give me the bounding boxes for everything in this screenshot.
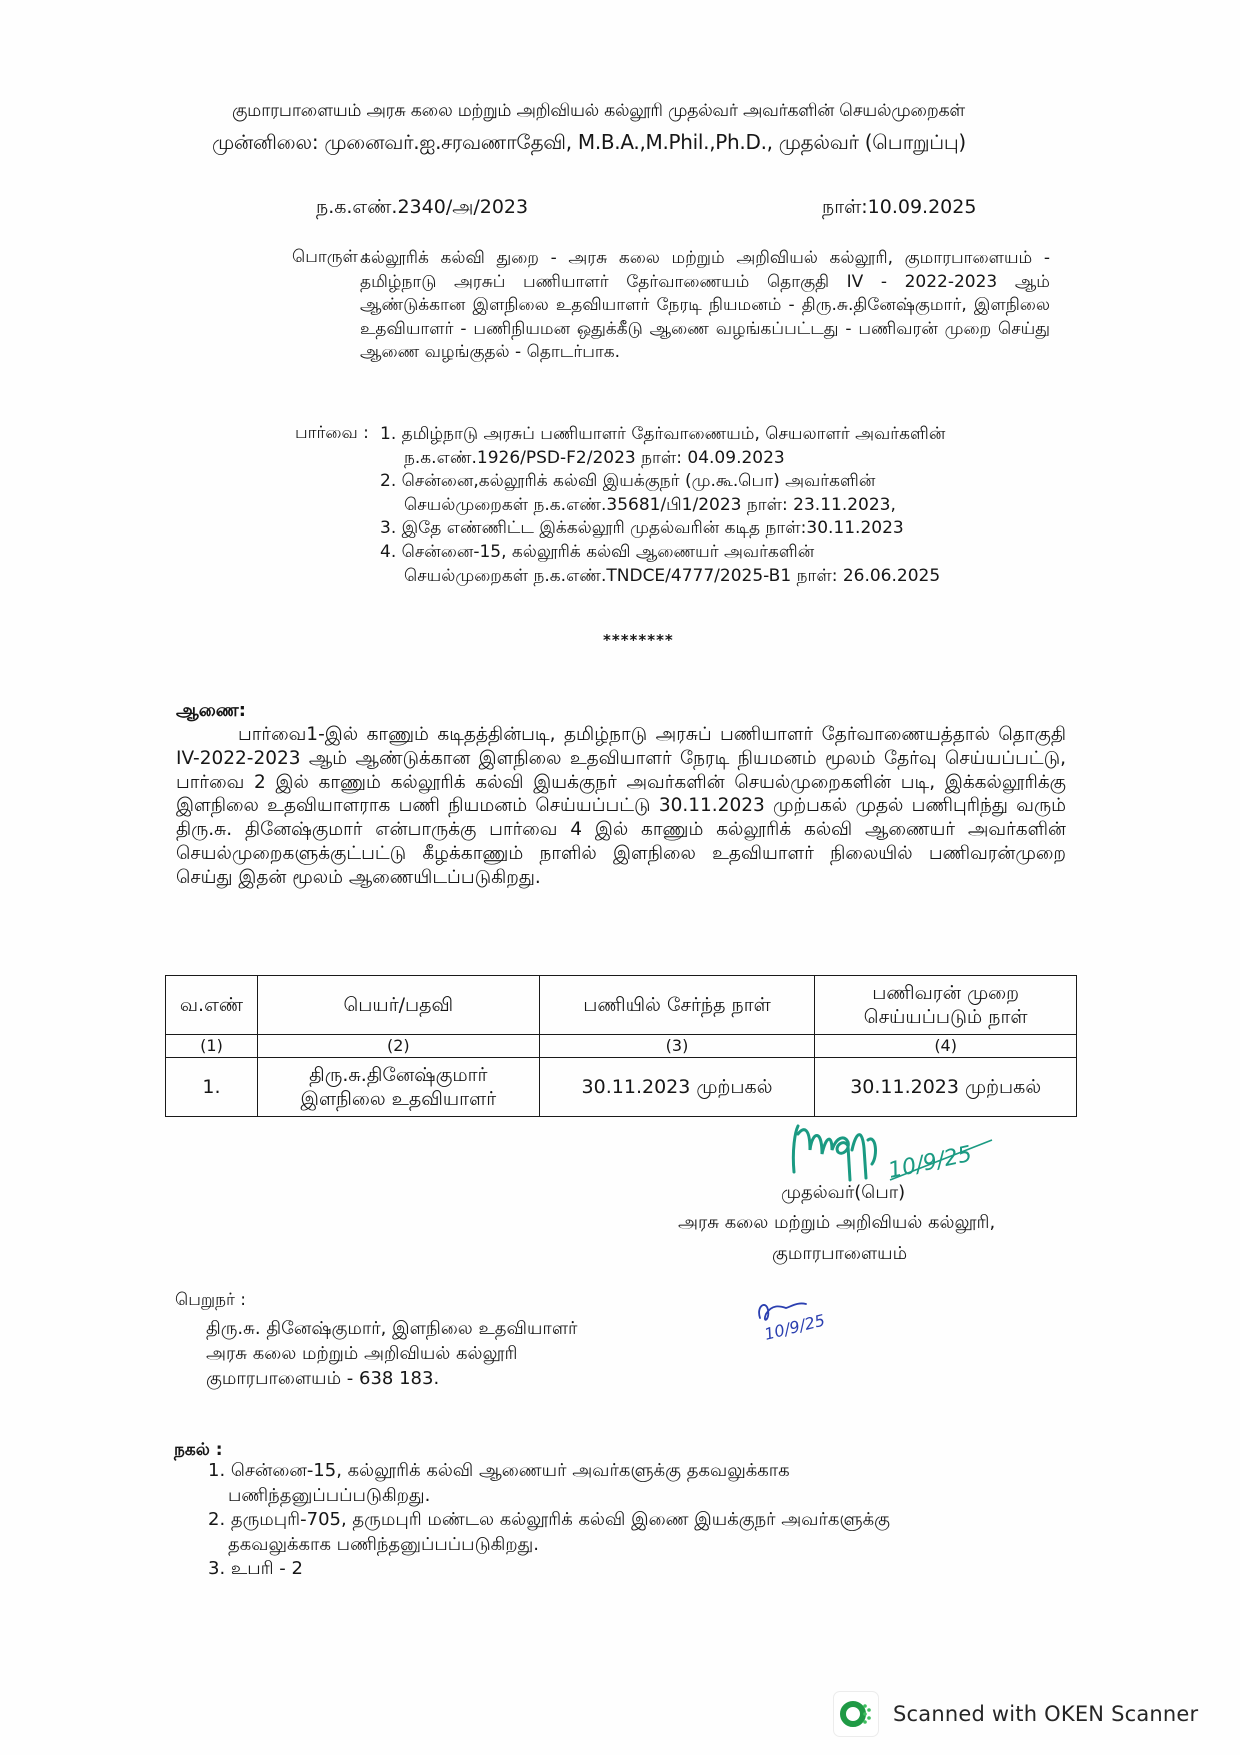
- employee-designation: இளநிலை உதவியாளர்: [300, 1088, 497, 1110]
- signatory-title: முதல்வர்(பொ): [781, 1182, 906, 1203]
- order-body: பார்வை1-இல் காணும் கடிதத்தின்படி, தமிழ்நாடு அரசுப் பணியாளர் தேர்வாணையத்தால் தொகுதி IV-2022-2023 ஆம் ஆண்டுக்கான இளநிலை உதவியாளர் நேரடி நியமனம் மூலம் தேர்வு செய்யப்பட்டு, பார்வை 2 இல் காணும் கல்லூரிக் கல்வி இயக்குநர் அவர்களின் செயல்முறைகளின் படி, இக்கல்லூரிக்கு இளநிலை உதவியாளராக பணி நியமனம் செய்யப்பட்டு 30.11.2023 முற்பகல் முதல் பணிபுரிந்து வரும் திரு.சு. தினேஷ்குமார் என்பாருக்கு பார்வை 4 இல் காணும் கல்லூரிக் கல்வி ஆணையர் அவர்களின் செயல்முறைகளுக்குட்பட்டு கீழக்காணும் நாளில் இளநிலை உதவியாளர் நிலையில் பணிவரன்முறை செய்து இதன் மூலம் ஆணையிடப்படுகிறது.: [176, 724, 1066, 888]
- reference-item-4: [380, 541, 1070, 588]
- table-column-number-row: [166, 1035, 1077, 1058]
- cell-serial-no: 1.: [166, 1058, 258, 1117]
- signatory-place: குமாரபாளையம்: [772, 1243, 908, 1264]
- recipient-line: திரு.சு. தினேஷ்குமார், இளநிலை உதவியாளர்: [206, 1318, 578, 1339]
- copy-to-list: [208, 1459, 1048, 1582]
- references-list: [380, 423, 1070, 588]
- subject-label: பொருள் :: [292, 247, 369, 267]
- reference-number: ந.க.எண்.2340/அ/2023: [316, 196, 529, 218]
- copy-to-item-2: [208, 1508, 1048, 1557]
- scanner-watermark: [833, 1691, 1198, 1737]
- column-number: (2): [257, 1035, 539, 1058]
- cell-name-designation: [257, 1058, 539, 1117]
- cell-regularisation-date: 30.11.2023 முற்பகல்: [815, 1058, 1077, 1117]
- table-row: [166, 1058, 1077, 1117]
- presided-by-line: முன்னிலை: முனைவர்.ஐ.சரவணாதேவி, M.B.A.,M.Phil.,Ph.D., முதல்வர் (பொறுப்பு): [212, 130, 966, 154]
- copy-to-line: பணிந்தனுப்பப்படுகிறது.: [228, 1484, 431, 1506]
- acknowledgement-date: 10/9/25: [762, 1310, 827, 1344]
- column-number: (3): [539, 1035, 815, 1058]
- recipient-address: [206, 1316, 806, 1391]
- copy-to-line: தகவலுக்காக பணிந்தனுப்பப்படுகிறது.: [228, 1533, 539, 1555]
- acknowledgement-initials-icon: [752, 1290, 852, 1345]
- reference-item-3: [380, 517, 1070, 541]
- header-joining-date: பணியில் சேர்ந்த நாள்: [539, 976, 815, 1035]
- reference-item-line: ந.க.எண்.1926/PSD-F2/2023 நாள்: 04.09.2023: [404, 447, 785, 468]
- recipient-line: அரசு கலை மற்றும் அறிவியல் கல்லூரி: [206, 1343, 518, 1364]
- reference-item-2: [380, 470, 1070, 517]
- copy-to-line: 3. உபரி - 2: [208, 1558, 303, 1579]
- reference-item-line: 2. சென்னை,கல்லூரிக் கல்வி இயக்குநர் (மு.கூ.பொ) அவர்களின்: [380, 471, 876, 492]
- signatory-institution: அரசு கலை மற்றும் அறிவியல் கல்லூரி,: [678, 1212, 996, 1233]
- copy-to-line: 1. சென்னை-15, கல்லூரிக் கல்வி ஆணையர் அவர்களுக்கு தகவலுக்காக: [208, 1460, 790, 1481]
- reference-item-line: 4. சென்னை-15, கல்லூரிக் கல்வி ஆணையர் அவர்களின்: [380, 541, 815, 562]
- table-header-row: [166, 976, 1077, 1035]
- recipient-label: பெறுநர் :: [175, 1290, 247, 1310]
- copy-to-line: 2. தருமபுரி-705, தருமபுரி மண்டல கல்லூரிக் கல்வி இணை இயக்குநர் அவர்களுக்கு: [208, 1509, 891, 1530]
- copy-to-item-3: [208, 1557, 1048, 1582]
- column-number: (1): [166, 1035, 258, 1058]
- references-label: பார்வை :: [295, 423, 369, 443]
- cell-joining-date: 30.11.2023 முற்பகல்: [539, 1058, 815, 1117]
- oken-scanner-logo-icon: [833, 1691, 879, 1737]
- section-separator: ********: [603, 631, 674, 649]
- copy-to-item-1: [208, 1459, 1048, 1508]
- header-regularisation-date: பணிவரன் முறை செய்யப்படும் நாள்: [815, 976, 1077, 1035]
- header-serial-no: வ.எண்: [166, 976, 258, 1035]
- watermark-text: Scanned with OKEN Scanner: [893, 1702, 1199, 1726]
- header-name-designation: பெயர்/பதவி: [257, 976, 539, 1035]
- reference-item-line: 1. தமிழ்நாடு அரசுப் பணியாளர் தேர்வாணையம், செயலாளர் அவர்களின்: [380, 424, 946, 444]
- office-proceedings-heading: குமாரபாளையம் அரசு கலை மற்றும் அறிவியல் கல்லூரி முதல்வர் அவர்களின் செயல்முறைகள்: [232, 101, 965, 121]
- copy-to-label: நகல் :: [174, 1440, 223, 1460]
- subject-text: கல்லூரிக் கல்வி துறை - அரசு கலை மற்றும் அறிவியல் கல்லூரி, குமாரபாளையம் - தமிழ்நாடு அரசுப் பணியாளர் தேர்வாணையம் தொகுதி IV - 2022-2023 ஆம் ஆண்டுக்கான இளநிலை உதவியாளர் நேரடி நியமனம் - திரு.சு.தினேஷ்குமார், இளநிலை உதவியாளர் - பணிநியமன ஒதுக்கீடு ஆணை வழங்கப்பட்டது - பணிவரன் முறை செய்து ஆணை வழங்குதல் - தொடர்பாக.: [360, 248, 1050, 362]
- signature-date: 10/9/25: [886, 1141, 975, 1184]
- recipient-line: குமாரபாளையம் - 638 183.: [206, 1368, 440, 1389]
- document-date: நாள்:10.09.2025: [822, 196, 977, 218]
- reference-item-line: செயல்முறைகள் ந.க.எண்.35681/பி1/2023 நாள்: 23.11.2023,: [404, 494, 896, 515]
- order-heading: ஆணை:: [176, 700, 246, 721]
- employee-name: திரு.சு.தினேஷ்குமார்: [309, 1064, 488, 1086]
- reference-item-1: [380, 423, 1070, 470]
- reference-item-line: 3. இதே எண்ணிட்ட இக்கல்லூரி முதல்வரின் கடித நாள்:30.11.2023: [380, 518, 904, 539]
- reference-item-line: செயல்முறைகள் ந.க.எண்.TNDCE/4777/2025-B1 நாள்: 26.06.2025: [404, 565, 941, 586]
- regularisation-table: [165, 975, 1077, 1117]
- column-number: (4): [815, 1035, 1077, 1058]
